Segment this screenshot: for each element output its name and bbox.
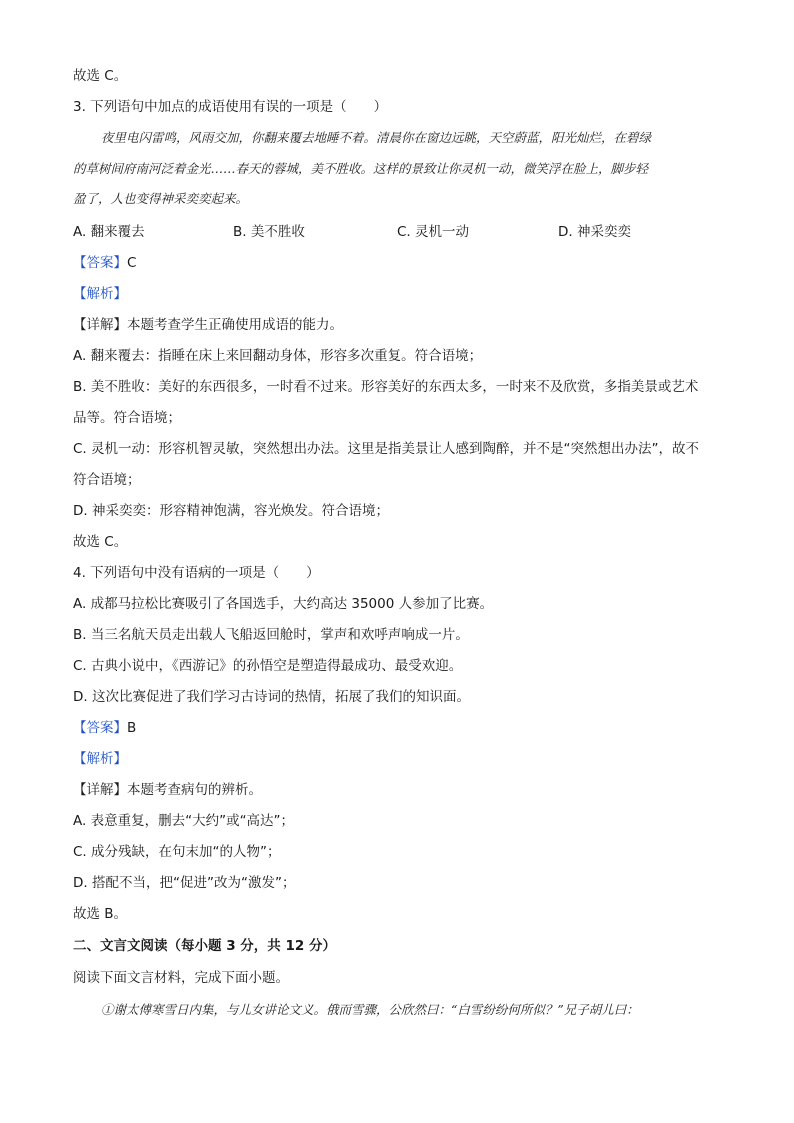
section-2-passage-line: ①谢太傅寒雪日内集，与儿女讲论文义。俄而雪骤，公欣然曰：“白雪纷纷何所似？”兄子胡儿曰： <box>101 1002 639 1017</box>
question-3-option-c: C. 灵机一动 <box>397 224 470 240</box>
question-3-option-d: D. 神采奕奕 <box>558 224 631 240</box>
answer-tag: 【答案】 <box>73 255 127 271</box>
question-3-analysis-line: 符合语境； <box>73 472 141 488</box>
question-3-passage-line-2: 的草树间府南河泛着金光……春天的蓉城，美不胜收。这样的景致让你灵机一动，微笑浮在脸上，脚步轻 <box>73 161 649 176</box>
question-4-analysis-line: A. 表意重复，删去“大约”或“高达”； <box>73 813 295 829</box>
question-4-stem: 4. 下列语句中没有语病的一项是（ ） <box>73 565 320 581</box>
question-3-analysis-line: B. 美不胜收：美好的东西很多，一时看不过来。形容美好的东西太多，一时来不及欣赏，多指美景或艺术 <box>73 379 699 395</box>
question-3-option-b: B. 美不胜收 <box>233 224 305 240</box>
question-4-option-b: B. 当三名航天员走出载人飞船返回舱时，掌声和欢呼声响成一片。 <box>73 627 469 643</box>
question-3-stem: 3. 下列语句中加点的成语使用有误的一项是（ ） <box>73 99 388 115</box>
detail-intro: 本题考查学生正确使用成语的能力。 <box>127 317 343 333</box>
question-3-analysis-line: 品等。符合语境； <box>73 410 181 426</box>
question-4-conclusion: 故选 B。 <box>73 906 128 922</box>
question-3-analysis-line: A. 翻来覆去：指睡在床上来回翻动身体，形容多次重复。符合语境； <box>73 348 483 364</box>
answer-value: B <box>127 720 137 736</box>
question-4-answer <box>73 718 136 738</box>
question-4-analysis-line: D. 搭配不当，把“促进”改为“激发”； <box>73 875 296 891</box>
question-4-option-d: D. 这次比赛促进了我们学习古诗词的热情，拓展了我们的知识面。 <box>73 689 470 705</box>
section-2-heading: 二、文言文阅读（每小题 3 分，共 12 分） <box>73 938 336 954</box>
question-4-detail <box>73 780 262 800</box>
answer-tag: 【答案】 <box>73 720 127 736</box>
detail-intro: 本题考查病句的辨析。 <box>127 782 262 798</box>
question-4-analysis-tag: 【解析】 <box>73 751 127 767</box>
question-4-analysis-line: C. 成分残缺，在句末加“的人物”； <box>73 844 281 860</box>
section-2-instruction: 阅读下面文言材料，完成下面小题。 <box>73 970 289 986</box>
detail-tag: 【详解】 <box>73 317 127 333</box>
answer-value: C <box>127 255 137 271</box>
question-4-option-a: A. 成都马拉松比赛吸引了各国选手，大约高达 35000 人参加了比赛。 <box>73 596 494 612</box>
question-3-analysis-line: D. 神采奕奕：形容精神饱满，容光焕发。符合语境； <box>73 503 389 519</box>
question-3-option-a: A. 翻来覆去 <box>73 224 145 240</box>
question-3-passage-line-3: 盈了，人也变得神采奕奕起来。 <box>73 191 249 206</box>
detail-tag: 【详解】 <box>73 782 127 798</box>
previous-answer-line: 故选 C。 <box>73 68 128 84</box>
question-3-conclusion: 故选 C。 <box>73 534 128 550</box>
question-4-option-c: C. 古典小说中，《西游记》的孙悟空是塑造得最成功、最受欢迎。 <box>73 658 463 674</box>
question-3-answer <box>73 253 136 273</box>
question-3-passage-line-1: 夜里电闪雷鸣，风雨交加，你翻来覆去地睡不着。清晨你在窗边远眺，天空蔚蓝，阳光灿烂，在碧绿 <box>101 130 652 145</box>
question-3-detail <box>73 315 343 335</box>
question-3-analysis-tag: 【解析】 <box>73 286 127 302</box>
question-3-analysis-line: C. 灵机一动：形容机智灵敏，突然想出办法。这里是指美景让人感到陶醉，并不是“突然想出办法”，故不 <box>73 441 699 457</box>
